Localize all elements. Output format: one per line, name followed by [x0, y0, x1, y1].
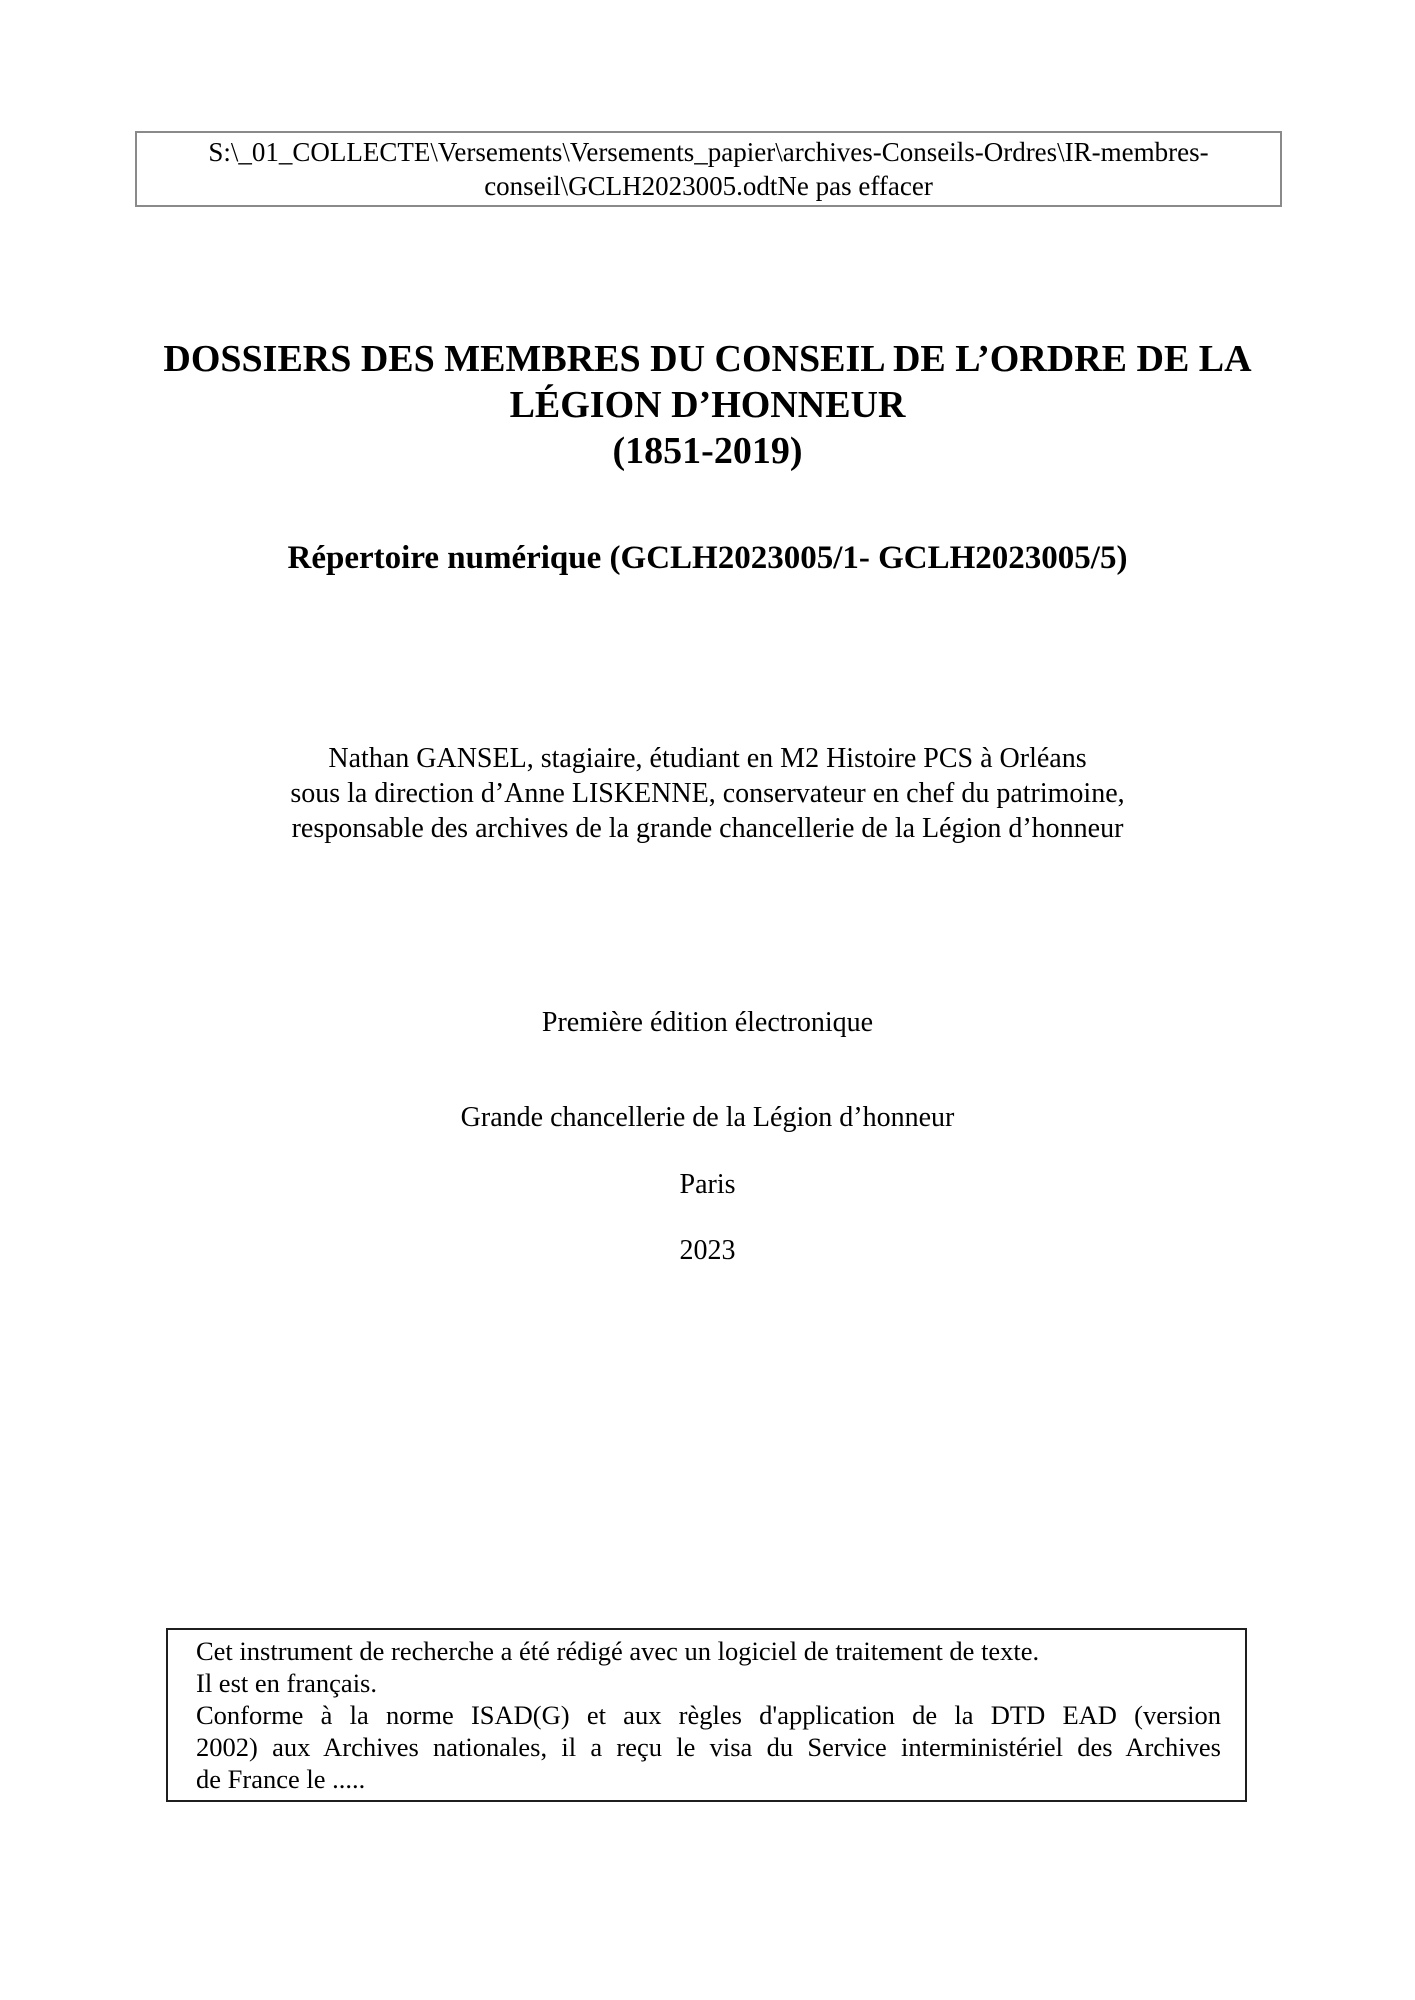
city-line: Paris — [679, 1169, 736, 1200]
file-path-line-1: S:\_01_COLLECTE\Versements\Versements_papier\archives-Conseils-Ordres\IR-membres- — [208, 137, 1209, 167]
author-block — [0, 741, 1415, 846]
publisher-line: Grande chancellerie de la Légion d’honneur — [460, 1102, 955, 1133]
notice-line-1: Cet instrument de recherche a été rédigé avec un logiciel de traitement de texte. — [196, 1636, 1040, 1666]
title-date-range: (1851-2019) — [612, 430, 803, 472]
notice-box — [166, 1628, 1247, 1802]
notice-line-3: Conforme à la norme ISAD(G) et aux règles d'application de la DTD EAD (version — [196, 1700, 1221, 1730]
title-line-2: LÉGION D’HONNEUR — [509, 384, 906, 426]
author-line-1: Nathan GANSEL, stagiaire, étudiant en M2 Histoire PCS à Orléans — [328, 743, 1087, 774]
author-line-2: sous la direction d’Anne LISKENNE, conservateur en chef du patrimoine, — [290, 778, 1125, 809]
file-path-box — [135, 131, 1282, 207]
title-line-1: DOSSIERS DES MEMBRES DU CONSEIL DE L’ORDRE DE LA — [163, 338, 1252, 380]
subtitle: Répertoire numérique (GCLH2023005/1- GCLH2023005/5) — [287, 540, 1128, 576]
notice-line-5: de France le ..... — [196, 1764, 366, 1794]
document-title — [0, 336, 1415, 474]
notice-line-2: Il est en français. — [196, 1668, 377, 1698]
year-line: 2023 — [679, 1235, 736, 1266]
edition-note: Première édition électronique — [541, 1007, 874, 1038]
author-line-3: responsable des archives de la grande chancellerie de la Légion d’honneur — [291, 813, 1124, 844]
file-path-line-2: conseil\GCLH2023005.odtNe pas effacer — [484, 171, 933, 201]
notice-line-4: 2002) aux Archives nationales, il a reçu le visa du Service interministériel des Archives — [196, 1732, 1221, 1762]
